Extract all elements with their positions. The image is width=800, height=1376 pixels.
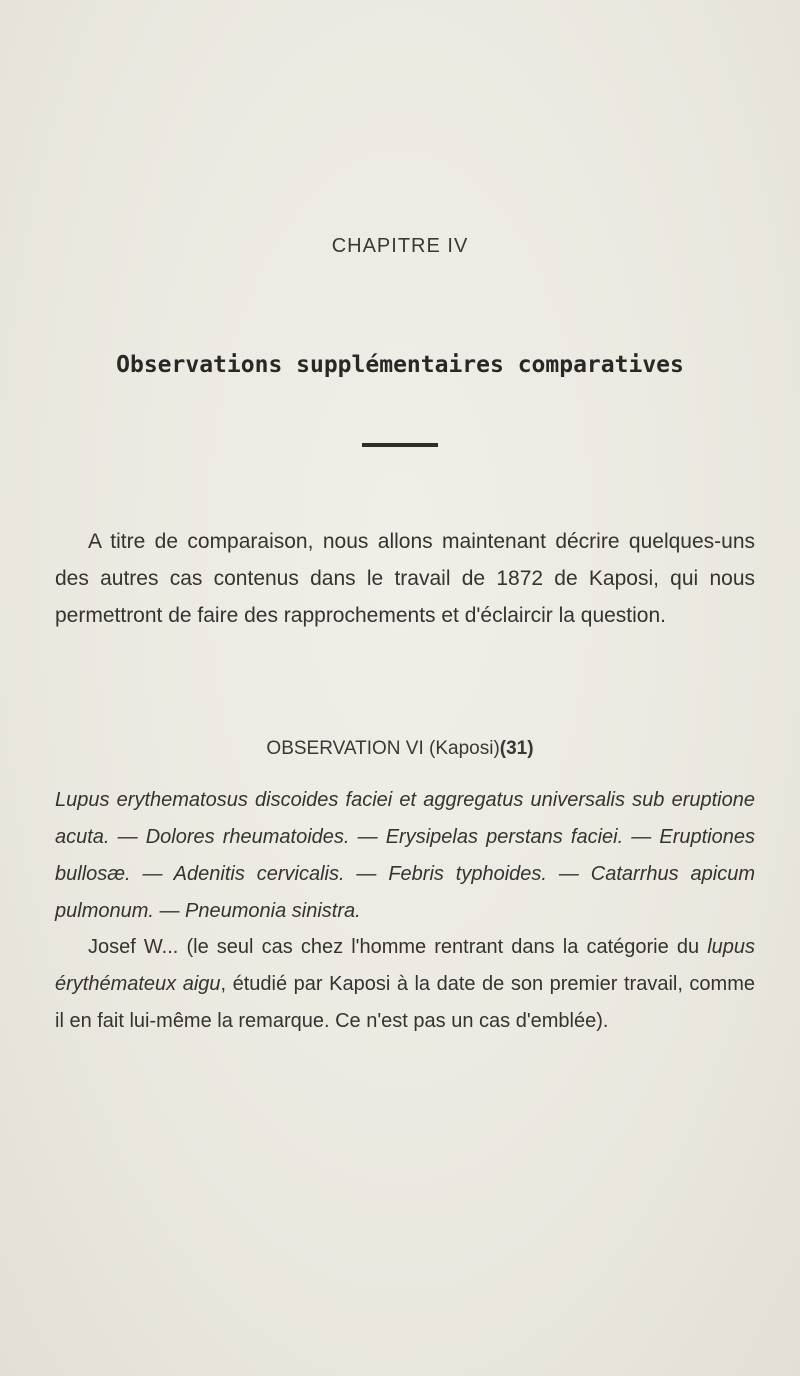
latin-summary: Lupus erythematosus discoides faciei et aggregatus universalis sub eruptione acuta. — Dolores rheumatoides. — Erysipelas perstans faciei. — Eruptiones bullosæ. — Adenitis cervicalis. — Febris typhoides. — Catarrhus apicum pulmonum. — Pneumonia sinistra. <box>55 789 755 922</box>
chapter-title: Observations supplémentaires comparatives <box>116 352 684 378</box>
observation-heading-text: OBSERVATION VI (Kaposi) <box>266 738 500 759</box>
observation-body-italic: lupus érythémateux aigu <box>55 936 755 995</box>
observation-body-end: , étudié par Kaposi à la date de son premier travail, comme il en fait lui-même la remarque. Ce n'est pas un cas d'emblée). <box>55 973 755 1032</box>
observation-heading <box>0 738 800 760</box>
chapter-label: CHAPITRE IV <box>331 235 469 257</box>
observation-body <box>55 929 755 1040</box>
title-divider <box>362 443 438 447</box>
observation-reference: (31) <box>499 738 534 759</box>
intro-paragraph: A titre de comparaison, nous allons maintenant décrire quelques-uns des autres cas contenus dans le travail de 1872 de Kaposi, qui nous permettront de faire des rapprochements et d'éclaircir la question. <box>55 530 755 627</box>
observation-body-start: Josef W... (le seul cas chez l'homme rentrant dans la catégorie du <box>88 936 708 958</box>
